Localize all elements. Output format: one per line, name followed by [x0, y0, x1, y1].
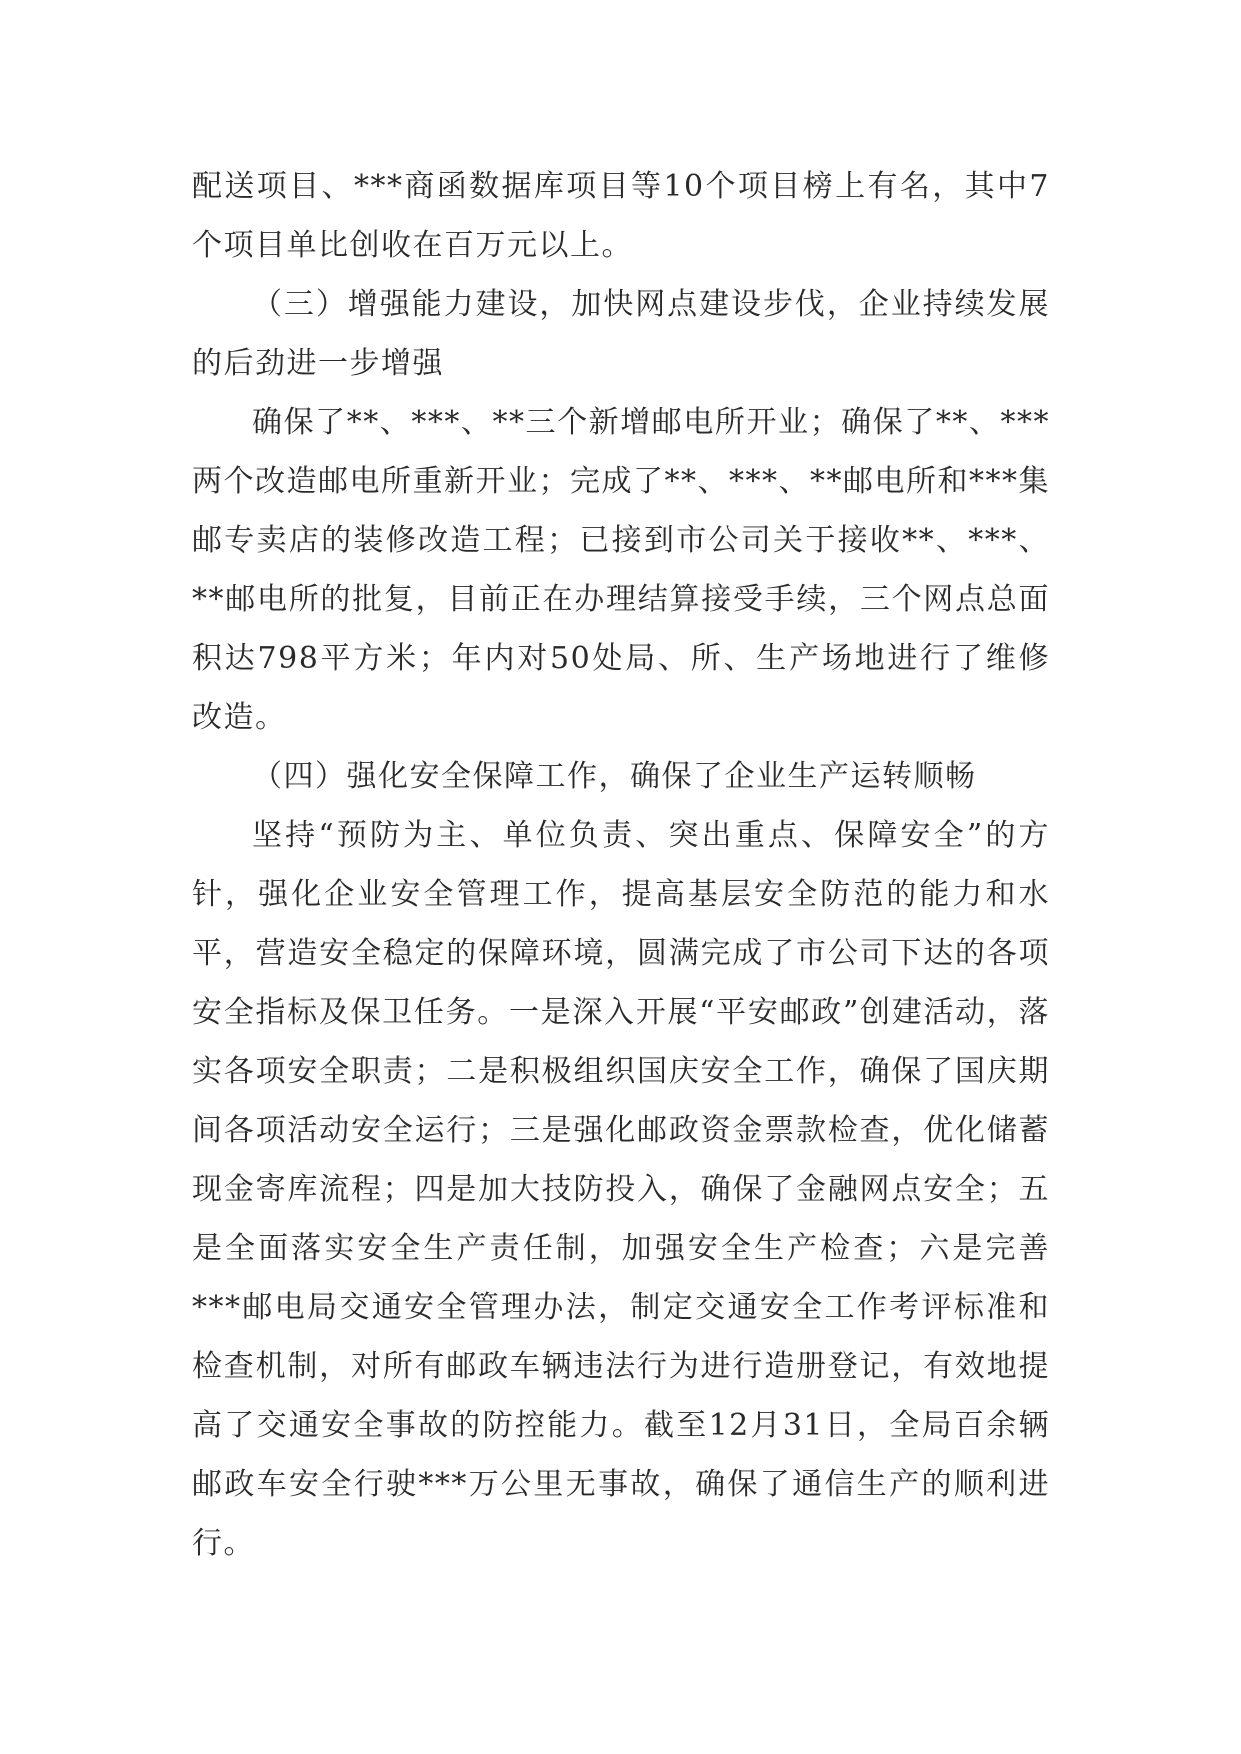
paragraph-safety-work: 坚持“预防为主、单位负责、突出重点、保障安全”的方针，强化企业安全管理工作，提高基层安全防范的能力和水平，营造安全稳定的保障环境，圆满完成了市公司下达的各项安全指标及保卫任务。一是深入开展“平安邮政”创建活动，落实各项安全职责；二是积极组织国庆安全工作，确保了国庆期间各项活动安全运行；三是强化邮政资金票款检查，优化储蓄现金寄库流程；四是加大技防投入，确保了金融网点安全；五是全面落实安全生产责任制，加强安全生产检查；六是完善***邮电局交通安全管理办法，制定交通安全工作考评标准和检查机制，对所有邮政车辆违法行为进行造册登记，有效地提高了交通安全事故的防控能力。截至12月31日，全局百余辆邮政车安全行驶***万公里无事故，确保了通信生产的顺利进行。	[192, 818, 1050, 1561]
paragraph-continuation: 配送项目、***商函数据库项目等10个项目榜上有名，其中7个项目单比创收在百万元以上。	[192, 169, 1050, 263]
document-body	[192, 157, 1050, 1573]
paragraph-network-construction: 确保了**、***、**三个新增邮电所开业；确保了**、***两个改造邮电所重新开业；完成了**、***、**邮电所和***集邮专卖店的装修改造工程；已接到市公司关于接收**、***、**邮电所的批复，目前正在办理结算接受手续，三个网点总面积达798平方米；年内对50处局、所、生产场地进行了维修改造。	[192, 405, 1050, 735]
section-heading-3: （三）增强能力建设，加快网点建设步伐，企业持续发展的后劲进一步增强	[192, 287, 1050, 381]
section-heading-4: （四）强化安全保障工作，确保了企业生产运转顺畅	[252, 759, 977, 794]
